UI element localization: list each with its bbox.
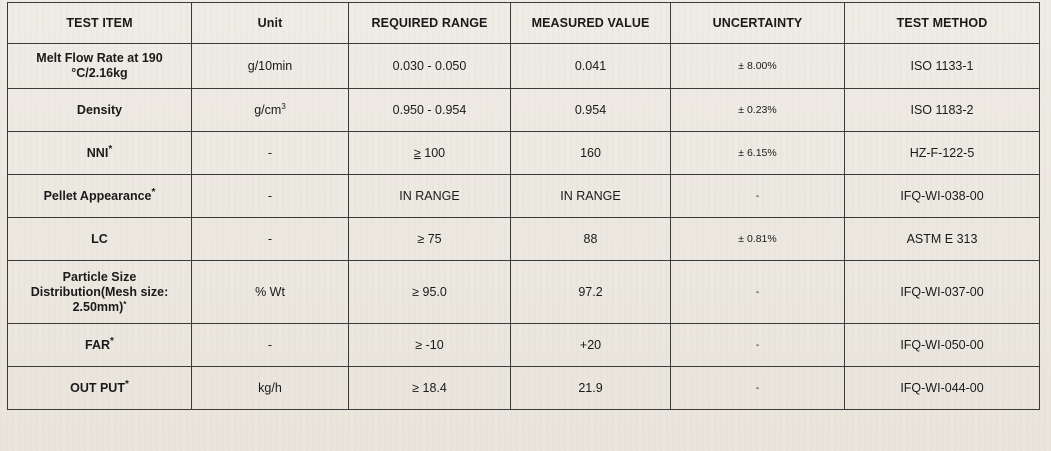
- test-item-line: °C/2.16kg: [71, 66, 128, 80]
- test-item-cell: LC: [8, 218, 192, 261]
- test-item-label: NNI: [86, 145, 109, 160]
- table-row: [8, 44, 1040, 89]
- unit-exponent: 3: [281, 101, 286, 111]
- measured-value-cell: 0.041: [511, 44, 671, 89]
- required-range-cell: ≥ 18.4: [349, 367, 511, 410]
- test-results-table: [7, 2, 1040, 410]
- header-uncertainty: UNCERTAINTY: [671, 3, 845, 44]
- test-item-cell: [8, 132, 192, 175]
- greater-equal-symbol: ≥: [413, 145, 421, 160]
- unit-cell: -: [192, 324, 349, 367]
- uncertainty-cell: ± 0.23%: [671, 89, 845, 132]
- test-method-cell: IFQ-WI-038-00: [845, 175, 1040, 218]
- uncertainty-cell: ± 8.00%: [671, 44, 845, 89]
- uncertainty-cell: -: [671, 261, 845, 324]
- measured-value-cell: 21.9: [511, 367, 671, 410]
- test-item-label: FAR: [85, 337, 111, 352]
- test-method-cell: IFQ-WI-050-00: [845, 324, 1040, 367]
- unit-cell: g/10min: [192, 44, 349, 89]
- table-row: [8, 132, 1040, 175]
- measured-value-cell: 0.954: [511, 89, 671, 132]
- table-row: [8, 218, 1040, 261]
- table-row: [8, 261, 1040, 324]
- test-method-cell: HZ-F-122-5: [845, 132, 1040, 175]
- required-range-cell: 0.950 - 0.954: [349, 89, 511, 132]
- table-row: [8, 175, 1040, 218]
- unit-base: g/cm: [254, 102, 282, 117]
- required-range-cell: IN RANGE: [349, 175, 511, 218]
- required-range-cell: ≥ -10: [349, 324, 511, 367]
- test-method-cell: ASTM E 313: [845, 218, 1040, 261]
- unit-cell: kg/h: [192, 367, 349, 410]
- test-item-label: OUT PUT: [70, 380, 125, 395]
- measured-value-cell: 88: [511, 218, 671, 261]
- footnote-marker: *: [123, 299, 127, 309]
- unit-cell: % Wt: [192, 261, 349, 324]
- test-item-cell: [8, 261, 192, 324]
- test-item-cell: [8, 44, 192, 89]
- footnote-marker: *: [110, 335, 114, 347]
- table-row: [8, 367, 1040, 410]
- test-method-cell: ISO 1183-2: [845, 89, 1040, 132]
- unit-cell: -: [192, 218, 349, 261]
- footnote-marker: *: [151, 186, 156, 198]
- test-item-cell: Density: [8, 89, 192, 132]
- table-row: [8, 89, 1040, 132]
- uncertainty-cell: -: [671, 367, 845, 410]
- uncertainty-cell: -: [671, 324, 845, 367]
- uncertainty-cell: ± 0.81%: [671, 218, 845, 261]
- test-item-label: Pellet Appearance: [43, 188, 152, 203]
- header-measured-value: MEASURED VALUE: [511, 3, 671, 44]
- required-range-cell: [349, 132, 511, 175]
- test-method-cell: ISO 1133-1: [845, 44, 1040, 89]
- uncertainty-cell: -: [671, 175, 845, 218]
- test-item-line: Particle Size: [62, 269, 137, 284]
- required-range-cell: 0.030 - 0.050: [349, 44, 511, 89]
- header-row: [8, 3, 1040, 44]
- test-item-line: Distribution(Mesh size:: [30, 284, 169, 299]
- uncertainty-cell: ± 6.15%: [671, 132, 845, 175]
- test-item-cell: [8, 324, 192, 367]
- header-test-item: TEST ITEM: [8, 3, 192, 44]
- unit-cell: -: [192, 175, 349, 218]
- measured-value-cell: +20: [511, 324, 671, 367]
- unit-cell: [192, 89, 349, 132]
- test-item-cell: [8, 367, 192, 410]
- footnote-marker: *: [124, 378, 129, 390]
- range-value: 100: [424, 145, 446, 160]
- required-range-cell: ≥ 75: [349, 218, 511, 261]
- header-unit: Unit: [192, 3, 349, 44]
- unit-cell: -: [192, 132, 349, 175]
- test-item-line: Melt Flow Rate at 190: [36, 51, 163, 65]
- measured-value-cell: 97.2: [511, 261, 671, 324]
- table-row: [8, 324, 1040, 367]
- header-required-range: REQUIRED RANGE: [349, 3, 511, 44]
- test-method-cell: IFQ-WI-044-00: [845, 367, 1040, 410]
- measured-value-cell: IN RANGE: [511, 175, 671, 218]
- footnote-marker: *: [108, 143, 113, 155]
- test-method-cell: IFQ-WI-037-00: [845, 261, 1040, 324]
- measured-value-cell: 160: [511, 132, 671, 175]
- required-range-cell: ≥ 95.0: [349, 261, 511, 324]
- test-item-line: 2.50mm): [72, 299, 124, 314]
- test-item-cell: [8, 175, 192, 218]
- header-test-method: TEST METHOD: [845, 3, 1040, 44]
